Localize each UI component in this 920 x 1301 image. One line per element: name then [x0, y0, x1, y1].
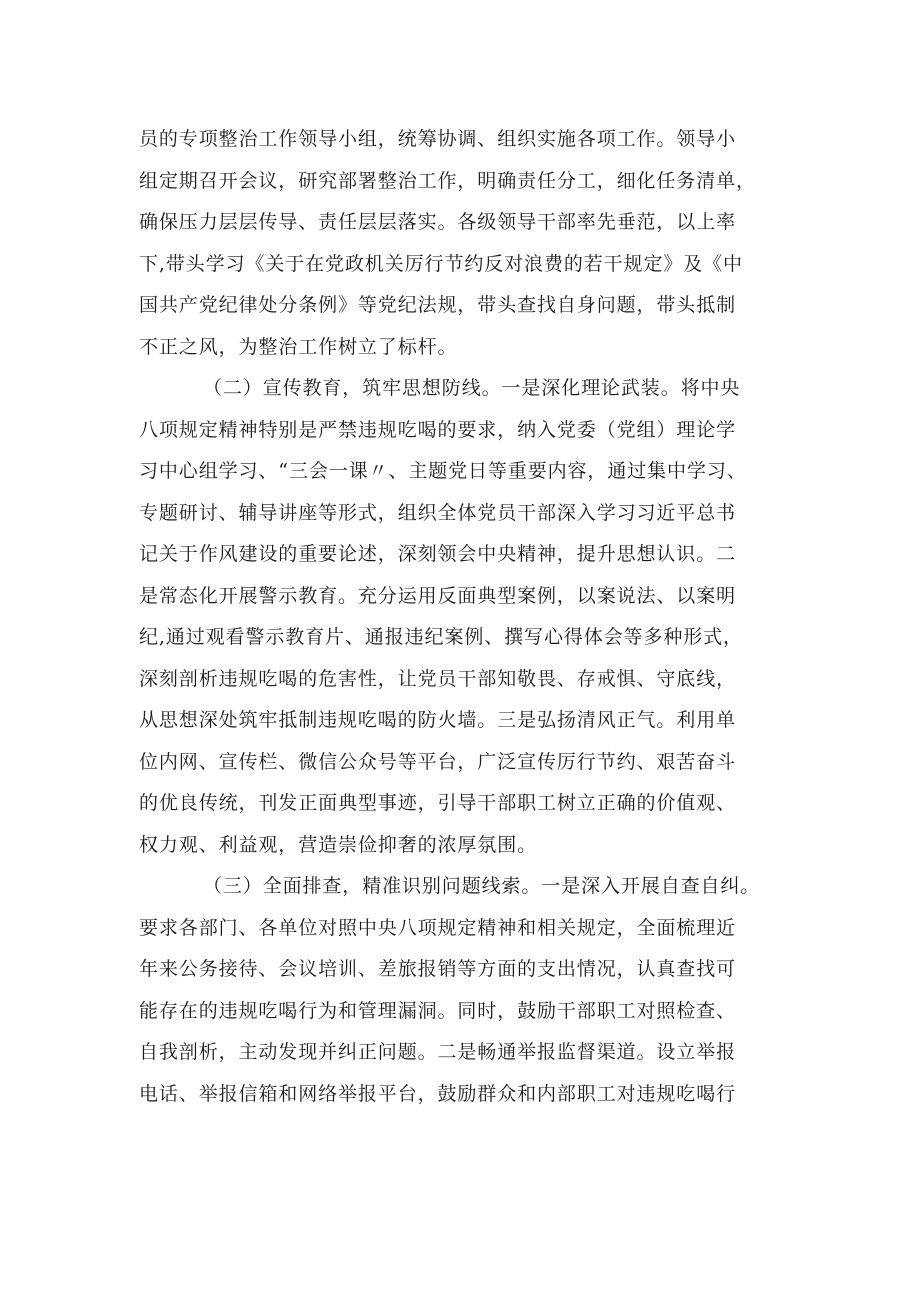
text-line: 深刻剖析违规吃喝的危害性，让党员干部知敬畏、存戒惧、守底线， [139, 667, 737, 690]
text-line: 下,带头学习《关于在党政机关厉行节约反对浪费的若干规定》及《中 [139, 252, 743, 275]
section-2-heading-line: （二）宣传教育，筑牢思想防线。一是深化理论武装。将中央 [203, 377, 741, 399]
paragraph-section-2 [139, 368, 799, 866]
text-line: 专题研讨、辅导讲座等形式，组织全体党员干部深入学习习近平总书 [139, 501, 737, 524]
text-line: 年来公务接待、会议培训、差旅报销等方面的支出情况，认真查找可 [139, 958, 737, 980]
text-line: 从思想深处筑牢抵制违规吃喝的防火墙。三是弘扬清风正气。利用单 [139, 709, 737, 731]
text-line: 记关于作风建设的重要论述，深刻领会中央精神，提升思想认识。二 [139, 543, 737, 565]
text-line: 组定期召开会议，研究部署整治工作，明确责任分工，细化任务清单， [139, 169, 756, 192]
text-line: 习中心组学习、“三会一课〃、主题党日等重要内容，通过集中学习、 [139, 460, 747, 482]
paragraph-section-3 [139, 866, 799, 1115]
text-line: 确保压力层层传导、责任层层落实。各级领导干部率先垂范，以上率 [139, 211, 737, 233]
text-line: 权力观、利益观，营造崇俭抑奢的浓厚氛围。 [139, 833, 538, 856]
text-line: 是常态化开展警示教育。充分运用反面典型案例，以案说法、以案明 [139, 584, 737, 607]
text-line: 要求各部门、各单位对照中央八项规定精神和相关规定，全面梳理近 [139, 916, 737, 939]
section-3-heading-line: （三）全面排查，精准识别问题线索。一是深入开展自查自纠。 [203, 875, 761, 897]
text-line: 国共产党纪律处分条例》等党纪法规，带头查找自身问题，带头抵制 [139, 294, 737, 316]
text-line: 员的专项整治工作领导小组，统筹协调、组织实施各项工作。领导小 [139, 128, 737, 150]
text-line: 八项规定精神特别是严禁违规吃喝的要求，纳入党委（党组）理论学 [139, 418, 737, 441]
text-line: 位内网、宣传栏、微信公众号等平台，广泛宣传厉行节约、艰苦奋斗 [139, 750, 737, 773]
text-line: 能存在的违规吃喝行为和管理漏洞。同时，鼓励干部职工对照检查、 [139, 999, 737, 1022]
text-line: 自我剖析，主动发现并纠正问题。二是畅通举报监督渠道。设立举报 [139, 1041, 737, 1063]
paragraph-intro-continuation [139, 119, 799, 368]
document-body [139, 119, 799, 1115]
text-line: 不正之风，为整治工作树立了标杆。 [139, 335, 458, 358]
text-line: 电话、举报信箱和网络举报平台，鼓励群众和内部职工对违规吃喝行 [139, 1082, 737, 1105]
text-line: 的优良传统，刊发正面典型事迹，引导干部职工树立正确的价值观、 [139, 792, 737, 814]
text-line: 纪,通过观看警示教育片、通报违纪案例、撰写心得体会等多种形式， [139, 626, 743, 648]
